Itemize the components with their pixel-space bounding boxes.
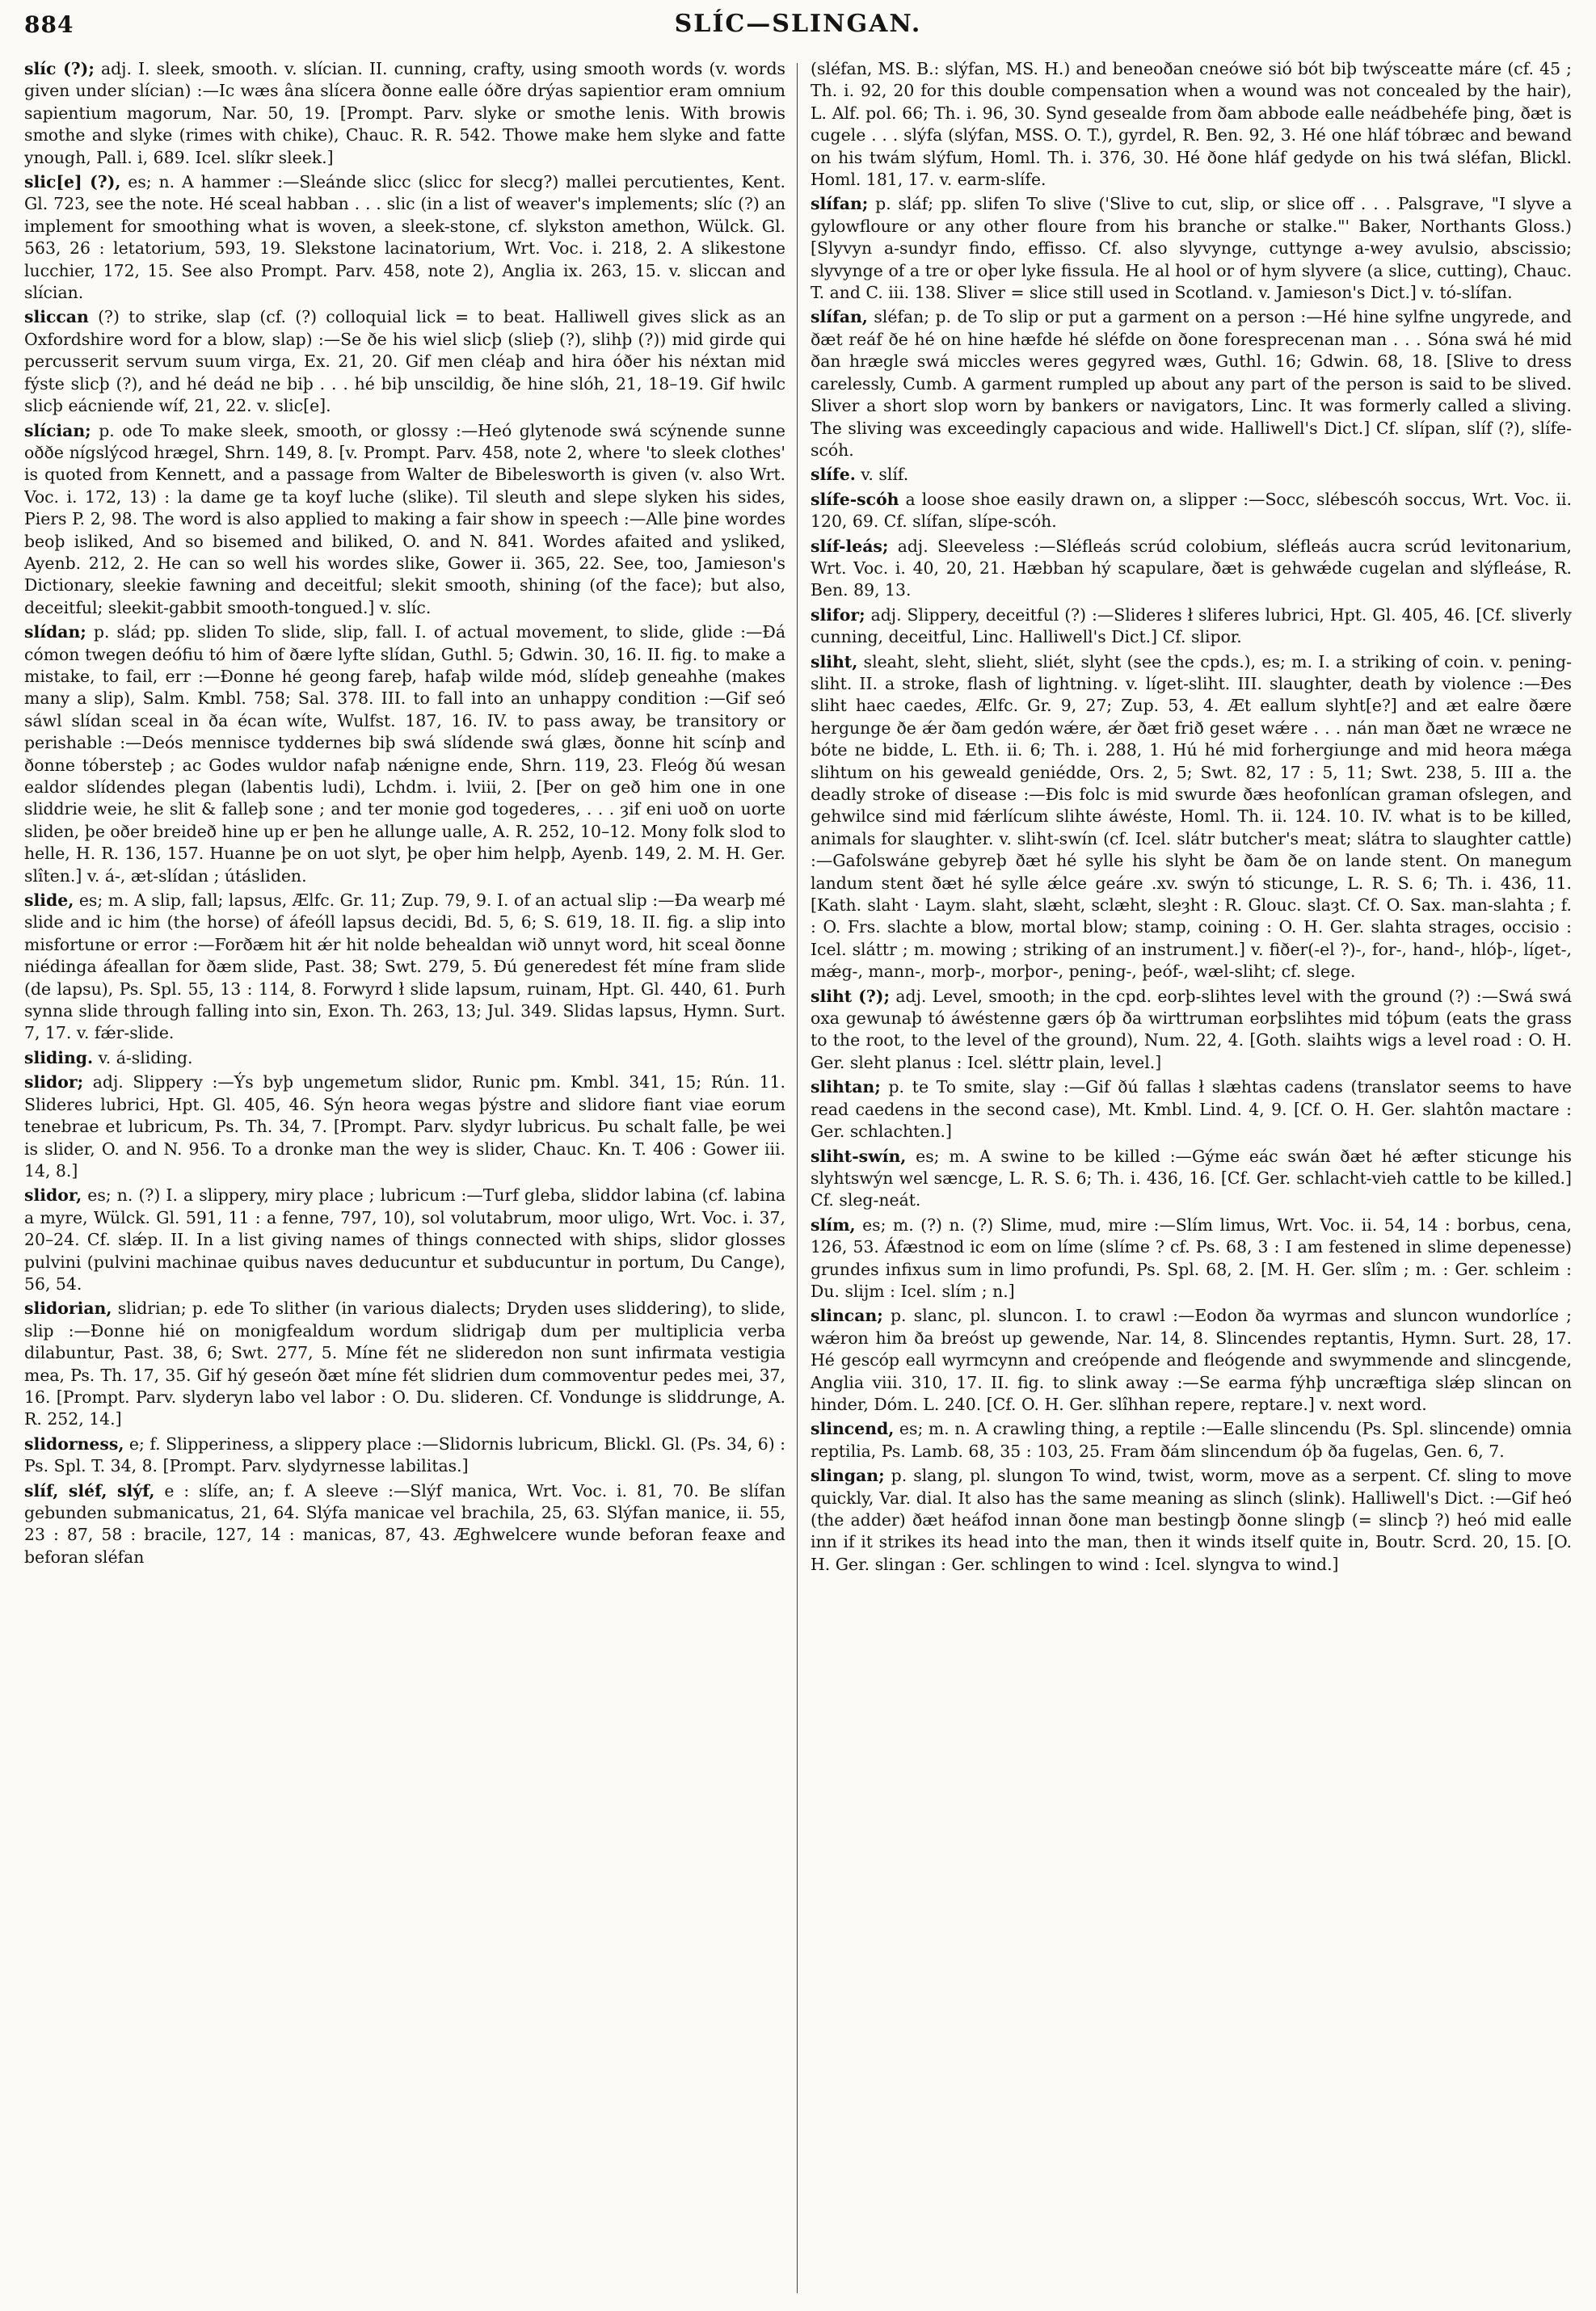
entry-definition: p. slád; pp. sliden To slide, slip, fall. I. of actual movement, to slide, glide :—Ðá cómon twegen deófiu tó him of ðære lyfte slídan, Guthl. 5; Gdwin. 30, 16. II. fig. to make a mistake, to fail, err :—Ðonne hé geong fareþ, hafaþ wilde mód, slídeþ geneahhe (makes many a slip), Salm. Kmbl. 758; Sal. 378. III. to fall into an unhappy condition :—Gif seó sáwl slídan sceal in ða écan wíte, Wulfst. 187, 16. IV. to pass away, be transitory or perishable :—Deós mennisce tyddernes biþ swá slídende swá glæs, ðonne hit scínþ and ðonne tóberstеþ ; ac Godes wuldor nafaþ nǽnigne ende, Shrn. 119, 23. Fleóg ðú wesan ealdor slídendes plegan (labentis ludi), Lchdm. i. lviii, 2. [Þer on geð him one in one sliddrie weie, he slit & falleþ sone ; and ter monie god togederes, . . . ȝif eni uoð on uorte sliden, þe oðer breideð hine up er þen he allunge ualle, A. R. 252, 10–12. Mony folk slod to helle, H. R. 136, 157. Huanne þe on uot slyt, þe oþer him helpþ, Ayenb. 149, 2. M. H. Ger. slîten.] v. á-, æt-slídan ; útásliden. xyxy=(24,622,785,886)
entry-definition: (sléfan, MS. B.: slýfan, MS. H.) and beneoðan cneówe sió bót biþ twýsceatte máre (cf. 45 ; Th. i. 92, 20 for this double compensation when a wound was not concealed by the hair), L. Alf. pol. 66; Th. i. 96, 30. Synd gesealde from ðam abbode ealle neádbehéfe þing, ðæt is cugele . . . slýfa (slýfan, MSS. O. T.), gyrdel, R. Ben. 92, 3. Hé one hláf tóbræc and bewand on his twám slýfum, Homl. Th. i. 376, 30. Hé ðone hláf gedyde on his twá sléfan, Blickl. Homl. 181, 17. v. earm-slífe. xyxy=(811,59,1572,190)
dictionary-entry xyxy=(811,651,1572,983)
dictionary-entry xyxy=(811,1214,1572,1303)
entry-headword: slífan; xyxy=(811,194,869,214)
entry-headword: slifor; xyxy=(811,604,865,625)
entry-headword: slíc (?); xyxy=(24,59,95,78)
entry-headword: slincan; xyxy=(811,1306,883,1326)
entry-headword: slide, xyxy=(24,890,74,911)
dictionary-entry xyxy=(24,420,785,620)
dictionary-entry xyxy=(24,306,785,417)
entry-headword: sliht (?); xyxy=(811,986,890,1006)
dictionary-entry xyxy=(811,489,1572,533)
right-column xyxy=(811,58,1572,2296)
entry-headword: slífe. xyxy=(811,465,856,485)
dictionary-entry xyxy=(811,536,1572,602)
dictionary-entry xyxy=(811,306,1572,461)
dictionary-entry xyxy=(811,1465,1572,1576)
entry-headword: slidor, xyxy=(24,1185,82,1206)
entry-definition: p. sláf; pp. slifen To slive ('Slive to cut, slip, or slice off . . . Palsgrave, "I slyve a gylowfloure or any other floure from his branche or stalke."' Baker, Northants Gloss.) [Slyvyn a-sundyr findo, effisso. Cf. also slyvynge, cuttynge a-wey avulsio, abscissio; slyvynge of a tre or oþer lyke fissula. He al hool or of hym slyvere (a slice, cutting), Chauc. T. and C. iii. 138. Sliver = slice still used in Scotland. v. Jamieson's Dict.] v. tó-slífan. xyxy=(811,194,1572,303)
entry-definition: es; m. (?) n. (?) Slime, mud, mire :—Slím limus, Wrt. Voc. ii. 54, 14 : borbus, cena, 126, 53. Áfæstnod ic eom on líme (slíme ? cf. Ps. 68, 3 : I am festened in slime depenesse) grundes infixus sum in limo profundi, Ps. Spl. 68, 2. [M. H. Ger. slîm ; m. : Ger. schleim : Du. slijm : Icel. slím ; n.] xyxy=(811,1214,1572,1301)
entry-definition: e : slífe, an; f. A sleeve :—Slýf manica, Wrt. Voc. i. 81, 70. Be slífan gebunden submanicatus, 21, 64. Slýfa manicae vel brachila, 25, 63. Slýfan manice, ii. 55, 23 : 87, 58 : bracile, 127, 14 : manicas, 87, 43. Æghwelcere wunde beforan feaxe and beforan sléfan xyxy=(24,1480,785,1567)
left-column xyxy=(24,58,785,2296)
entry-definition: adj. Slippery, deceitful (?) :—Slideres ł sliferes lubrici, Hpt. Gl. 405, 46. [Cf. sliverly cunning, deceitful, Linc. Halliwell's Dict.] Cf. slipor. xyxy=(811,604,1572,647)
dictionary-entry xyxy=(24,1185,785,1295)
dictionary-entry xyxy=(811,1146,1572,1212)
entry-headword: sliccan xyxy=(24,307,89,327)
entry-headword: slícian; xyxy=(24,420,91,440)
dictionary-entry xyxy=(811,1076,1572,1143)
entry-headword: slincend, xyxy=(811,1419,895,1439)
entry-headword: slífe-scóh xyxy=(811,489,899,509)
entry-headword: sliht-swín, xyxy=(811,1146,907,1166)
dictionary-entry xyxy=(24,1047,785,1069)
entry-definition: p. slang, pl. slungon To wind, twist, worm, move as a serpent. Cf. sling to move quickly, Var. dial. It also has the same meaning as slinch (slink). Halliwell's Dict. :—Gif heó (the adder) ðæt heáfod innan ðone man bestingþ ðonne slingþ (= slincþ ?) heó mid ealle inn if it strikes its head into the man, then it winds itself quite in, Boutr. Scrd. 20, 15. [O. H. Ger. slingan : Ger. schlingen to wind : Icel. slyngva to wind.] xyxy=(811,1466,1572,1574)
entry-headword: slím, xyxy=(811,1214,856,1235)
entry-definition: es; m. A swine to be killed :—Gýme eác swán ðæt hé æfter sticunge his slyhtswýn wel sæncge, L. R. S. 6; Th. i. 436, 16. [Cf. Ger. schlacht-vieh cattle to be killed.] Cf. sleg-neát. xyxy=(811,1146,1572,1210)
dictionary-entry xyxy=(811,58,1572,191)
entry-headword: sliding. xyxy=(24,1047,94,1067)
dictionary-entry xyxy=(24,1433,785,1478)
entry-definition: es; m. n. A crawling thing, a reptile :—Ealle slincendu (Ps. Spl. slincende) omnia reptilia, Ps. Lamb. 68, 35 : 103, 25. Fram ðám slincendum óþ ða fugelas, Gen. 6, 7. xyxy=(811,1419,1572,1461)
dictionary-entry xyxy=(24,890,785,1045)
dictionary-entry xyxy=(24,1298,785,1430)
entry-definition: adj. Level, smooth; in the cpd. eorþ-slihtes level with the ground (?) :—Swá swá oxa gewunaþ tó áwéstenne gærs óþ ða wirttruman eorþslihtes mid tóþum (eats the grass to the root, to the level of the ground), Num. 22, 4. [Goth. slaihts wigs a level road : O. H. Ger. sleht planus : Icel. sléttr plain, level.] xyxy=(811,986,1572,1072)
entry-definition: e; f. Slipperiness, a slippery place :—Slidornis lubricum, Blickl. Gl. (Ps. 34, 6) : Ps. Spl. T. 34, 8. [Prompt. Parv. slydyrnesse labilitas.] xyxy=(24,1433,785,1476)
dictionary-entry xyxy=(24,1480,785,1569)
dictionary-entry xyxy=(24,171,785,304)
dictionary-entry xyxy=(24,58,785,169)
entry-headword: slingan; xyxy=(811,1466,885,1486)
entry-headword: slidorness, xyxy=(24,1433,124,1454)
entry-definition: p. ode To make sleek, smooth, or glossy :—Heó glytenode swá scýnende sunne oððe nígslýcod hrægel, Shrn. 149, 8. [v. Prompt. Parv. 458, note 2, where 'to sleek clothes' is quoted from Kennett, and a passage from Walter de Bibelesworth is given (v. also Wrt. Voc. i. 172, 13) : la dame ge ta koyf luche (slike). Til sleuth and slepe slyken his sides, Piers P. 2, 98. The word is also applied to making a fair show in speech :—Alle þine wordes beoþ isliked, And so bisemed and biliked, O. and N. 841. Wordes afaited and ysliked, Ayenb. 212, 2. He can so well his wordes slike, Gower ii. 365, 22. See, too, Jamieson's Dictionary, sleekie fawning and deceitful; slekit smooth, shining (of the face); but also, deceitful; sleekit-gabbit smooth-tongued.] v. slíc. xyxy=(24,420,785,617)
entry-headword: slíf, sléf, slýf, xyxy=(24,1480,155,1501)
entry-definition: (?) to strike, slap (cf. (?) colloquial lick = to beat. Halliwell gives slick as an Oxfordshire word for a blow, slap) :—Se ðe his wiel slicþ (sliеþ (?), slihþ (?)) mid girde qui percusserit servum suum virga, Ex. 21, 20. Gif men cléaþ and hira óðer his néxtan mid fýste slicþ (?), and hé deád ne biþ . . . hé biþ unscildig, ðe hine slóh, 21, 18–19. Gif hwilc slicþ eácniende wíf, 21, 22. v. slic[e]. xyxy=(24,307,785,416)
entry-headword: slídan; xyxy=(24,622,86,642)
entry-headword: sliht, xyxy=(811,651,858,671)
entry-definition: sleaht, sleht, slieht, sliét, slyht (see the cpds.), es; m. I. a striking of coin. v. pening-sliht. II. a stroke, flash of lightning. v. líget-sliht. III. slaughter, death by violence :—Ðes sliht haec caedes, Ælfc. Gr. 9, 27; Zup. 53, 4. Æt eallum slyht[e?] and æt ealre ðære hergunge ðe ǽr ðam gedón wǽre, ǽr ðæt frið geset wǽre . . . nán man ðæt ne wræce ne bóte ne bidde, L. Eth. ii. 6; Th. i. 288, 1. Hú hé mid forhergiunge and mid heora mǽga slihtum on his geweald geniédde, Ors. 2, 5; Swt. 82, 17 : 5, 11; Swt. 238, 5. III a. the deadly stroke of disease :—Ðis folc is mid swurde ðæs heofonlícan graman ofslegen, and gehwilce sind mid fǽrlícum slihte áwéste, Homl. Th. ii. 124. 10. IV. what is to be killed, animals for slaughter. v. sliht-swín (cf. Icel. slátr butcher's meat; slátra to slaughter cattle) :—Gafolswáne gebyreþ ðæt hé sylle his slyht be ðam ðe on lande stent. On manegum landum stent ðæt hé sylle ǽlce geáre .xv. swýn tó sticunge, L. R. S. 6; Th. i. 436, 11. [Kath. slaht · Laym. slaht, slæht, sclæht, sleȝht : R. Glouc. slaȝt. Cf. O. Sax. man-slahta ; f. : O. Frs. slachte a blow, mortal blow; stamp, coining : O. H. Ger. slahta strages, occisio : Icel. sláttr ; m. mowing ; striking of an instrument.] v. fiðer(-el ?)-, for-, hand-, hlóþ-, líget-, mǽg-, mann-, morþ-, morþor-, pening-, þeóf-, wæl-sliht; cf. slege. xyxy=(811,651,1572,982)
entry-definition: p. te To smite, slay :—Gif ðú fallas ł slæhtas cadens (translator seems to have read caedens in the second case), Mt. Kmbl. Lind. 4, 9. [Cf. O. H. Ger. slahtôn mactare : Ger. schlachten.] xyxy=(811,1077,1572,1142)
dictionary-entry xyxy=(811,986,1572,1075)
dictionary-entry xyxy=(24,621,785,887)
entry-headword: slidor; xyxy=(24,1072,84,1092)
entry-headword: slífan, xyxy=(811,307,868,327)
entry-headword: slic[e] (?), xyxy=(24,172,121,192)
entry-definition: adj. Slippery :—Ýs byþ ungemetum slidor, Runic pm. Kmbl. 341, 15; Rún. 11. Slideres lubrici, Hpt. Gl. 405, 46. Sýn heora wegas þýstre and slidore fiant viae eorum tenebrae et lubricum, Ps. Th. 34, 7. [Prompt. Parv. slydyr lubricus. Þu schalt falle, þe wei is slider, O. and N. 956. To a dronke man the wey is slider, Chauc. Kn. T. 406 : Gower iii. 14, 8.] xyxy=(24,1072,785,1181)
entry-headword: slíf-leás; xyxy=(811,536,889,556)
dictionary-entry xyxy=(811,604,1572,649)
entry-definition: adj. Sleeveless :—Sléfleás scrúd colobium, sléfleás aucra scrúd levitonarium, Wrt. Voc. i. 40, 20, 21. Hæbban hý scapulare, ðæt is gehwǽde cugelan and slýfleáse, R. Ben. 89, 13. xyxy=(811,536,1572,600)
entry-definition: v. á-sliding. xyxy=(93,1047,193,1067)
dictionary-entry xyxy=(811,1418,1572,1463)
dictionary-entry xyxy=(24,1071,785,1182)
dictionary-entry xyxy=(811,1305,1572,1416)
entry-definition: es; m. A slip, fall; lapsus, Ælfc. Gr. 11; Zup. 79, 9. I. of an actual slip :—Ða wearþ mé slide and ic him (the horse) of áfeóll lapsus decidi, Bd. 5, 6; S. 619, 18. II. fig. a slip into misfortune or error :—Forðæm hit ǽr hit nolde behealdan wið unnyt word, hit sceal ðonne niédinga áfeallan for ðæm slide, Past. 38; Swt. 279, 5. Ðú generedest fét míne fram slide (de lapsu), Ps. Spl. 55, 13 : 114, 8. Forwyrd ł slide lapsum, ruinam, Hpt. Gl. 440, 61. Þurh synna slide through falling into sin, Exon. Th. 263, 13; Jul. 349. Slidas lapsus, Hymn. Surt. 7, 17. v. fǽr-slide. xyxy=(24,890,785,1043)
dictionary-entry xyxy=(811,193,1572,304)
entry-definition: slidrian; p. ede To slither (in various dialects; Dryden uses sliddering), to slide, slip :—Ðonne hié on monigfealdum wordum slidrigaþ dum per multiplicia verba dilabuntur, Past. 38, 6; Swt. 277, 5. Míne fét ne slideredon non sunt infirmata vestigia mea, Ps. Th. 17, 35. Gif hý geseón ðæt míne fét slidrien dum commoventur pedes mei, 37, 16. [Prompt. Parv. slyderyn labo vel labor : O. Du. slideren. Cf. Vondunge is sliddrunge, A. R. 252, 14.] xyxy=(24,1299,785,1429)
page-number: 884 xyxy=(24,11,74,38)
dictionary-entry xyxy=(811,464,1572,486)
entry-headword: slidorian, xyxy=(24,1299,112,1319)
entry-definition: es; n. A hammer :—Sleánde slicc (slicc for slecg?) mallei percutientes, Kent. Gl. 723, see the note. Hé sceal habban . . . slic (in a list of weaver's implements; slíc (?) an implement for smoothing what is woven, a sleek-stone, cf. slykston amethon, Wülck. Gl. 563, 26 : letatorium, 593, 19. Slekstone lacinatorium, Wrt. Voc. i. 218, 2. A slikestone lucchier, 172, 15. See also Prompt. Parv. 458, note 2), Anglia ix. 263, 15. v. sliccan and slícian. xyxy=(24,172,785,303)
entry-headword: slihtan; xyxy=(811,1077,881,1097)
text-columns xyxy=(24,58,1572,2296)
running-head: SLÍC—SLINGAN. xyxy=(674,10,922,38)
entry-definition: es; n. (?) I. a slippery, miry place ; lubricum :—Turf gleba, sliddor labina (cf. labina a myre, Wülck. Gl. 591, 11 : a fenne, 797, 10), sol volutabrum, moor uligo, Wrt. Voc. i. 37, 20–24. Cf. slǽp. II. In a list giving names of things connected with ships, slidor glosses pulvini (pulvini machinae quibus naves deducuntur et subducuntur in portum, Du Cange), 56, 54. xyxy=(24,1185,785,1294)
entry-definition: p. slanc, pl. sluncon. I. to crawl :—Eodon ða wyrmas and sluncon wundorlíce ; wǽron him ða breóst up gewende, Nar. 14, 8. Slincendes reptantis, Hymn. Surt. 28, 17. Hé gescóp eall wyrmcynn and creópende and fleógende and swymmende and slincgende, Anglia viii. 310, 17. II. fig. to slink away :—Se earma fýhþ uncræftiga slǽp slincan on hinder, Dóm. L. 240. [Cf. O. H. Ger. slîhhan repere, reptare.] v. next word. xyxy=(811,1306,1572,1414)
entry-definition: sléfan; p. de To slip or put a garment on a person :—Hé hine sylfne ungyrede, and ðæt reáf ðe hé on hine hæfde hé sléfde on ðone foresprecenan man . . . Sóna swá hé mid ðan hrægle swá miccles weres gegyred wæs, Guthl. 16; Gdwin. 68, 18. [Slive to dress carelessly, Cumb. A garment rumpled up about any part of the person is said to be slived. Sliver a short slop worn by bankers or navigators, Linc. It was formerly called a sliving. The sliving was exceedingly capacious and wide. Halliwell's Dict.] Cf. slípan, slíf (?), slífe-scóh. xyxy=(811,307,1572,460)
entry-definition: v. slíf. xyxy=(855,465,909,485)
entry-definition: adj. I. sleek, smooth. v. slícian. II. cunning, crafty, using smooth words (v. words given under slícian) :—Ic wæs âna slícera ðonne ealle óðre drýas sapientior eram omnium sapientium magorum, Nar. 50, 19. [Prompt. Parv. slyke or smothe lenis. With browis smothe and slyke (rimes with chike), Chauc. R. R. 542. Thowe make hem slyke and fatte ynough, Pall. i, 689. Icel. slíkr sleek.] xyxy=(24,59,785,167)
entry-definition: a loose shoe easily drawn on, a slipper :—Socc, slébescóh soccus, Wrt. Voc. ii. 120, 69. Cf. slífan, slípe-scóh. xyxy=(811,489,1572,532)
